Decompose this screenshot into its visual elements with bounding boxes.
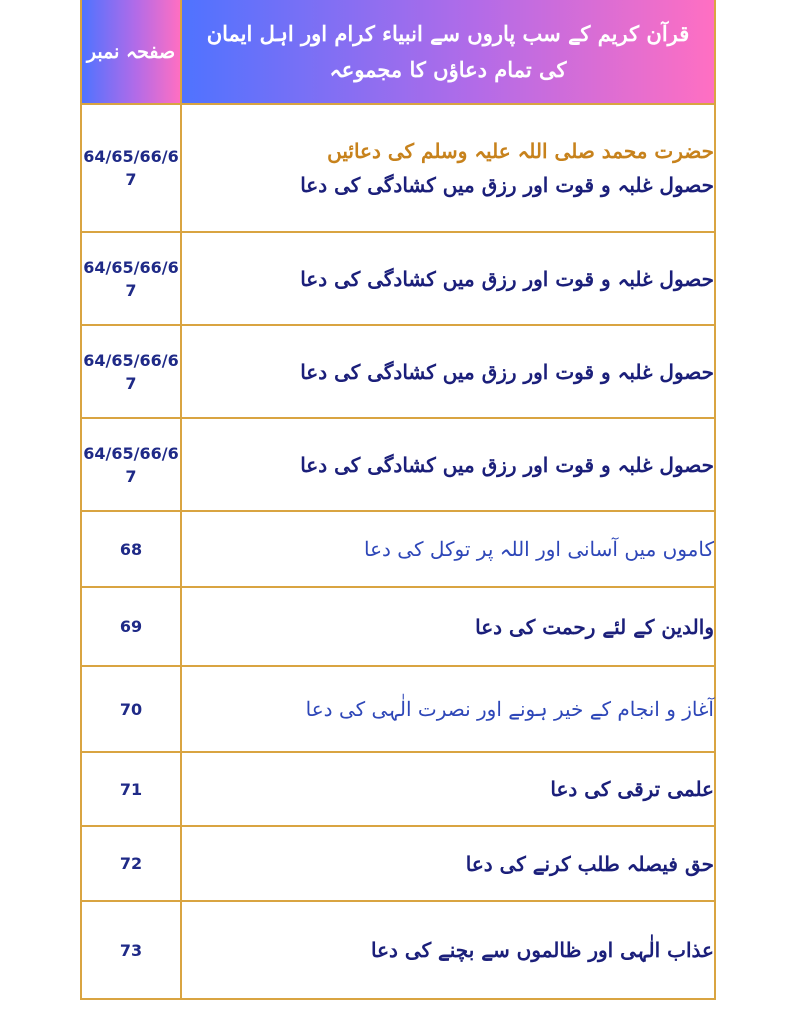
page-number: 64/65/66/67 (83, 350, 179, 393)
title-cell (181, 232, 715, 325)
entry-title: علمی ترقی کی دعا (550, 777, 714, 801)
entry-title: حصول غلبہ و قوت اور رزق میں کشادگی کی دعا (300, 173, 714, 197)
page-number: 70 (119, 699, 143, 719)
page-number-header-label: صفحہ نمبر (86, 40, 176, 63)
contents-table (80, 0, 716, 1000)
entry-title: آغاز و انجام کے خیر ہونے اور نصرت الٰہی کی دعا (305, 697, 714, 721)
page-number-cell (81, 511, 181, 587)
table-row (81, 511, 715, 587)
entry-title: عذاب الٰہی اور ظالموں سے بچنے کی دعا (371, 938, 714, 962)
entry-title: کاموں میں آسانی اور اللہ پر توکل کی دعا (364, 537, 714, 561)
entry-title: حق فیصلہ طلب کرنے کی دعا (465, 851, 714, 876)
table-row (81, 587, 715, 666)
page-number-cell (81, 104, 181, 232)
page-number-cell (81, 752, 181, 826)
title-cell (181, 666, 715, 752)
title-cell (181, 418, 715, 511)
page-number: 68 (119, 539, 143, 559)
table-row (81, 666, 715, 752)
table-row (81, 901, 715, 999)
table-row (81, 325, 715, 418)
page-number: 72 (119, 854, 143, 873)
page-number: 71 (119, 779, 143, 799)
title-cell (181, 752, 715, 826)
table-row (81, 104, 715, 232)
page-number-cell (81, 666, 181, 752)
entry-title: والدین کے لئے رحمت کی دعا (475, 614, 714, 639)
page-number: 64/65/66/67 (83, 443, 179, 486)
title-cell (181, 325, 715, 418)
page-number: 73 (119, 940, 143, 960)
table-row (81, 826, 715, 901)
title-cell (181, 826, 715, 901)
table-row (81, 418, 715, 511)
table-row (81, 752, 715, 826)
title-cell (181, 901, 715, 999)
page-number-cell (81, 232, 181, 325)
page-number-cell (81, 826, 181, 901)
page-number-header (81, 0, 181, 104)
title-cell (181, 104, 715, 232)
page-number: 64/65/66/67 (83, 257, 179, 300)
page-number: 64/65/66/67 (83, 147, 179, 189)
table-row (81, 232, 715, 325)
page-number-cell (81, 901, 181, 999)
title-header-label: قرآن کریم کے سب پاروں سے انبیاء کرام اور اہل ایمان کی تمام دعاؤں کا مجموعہ (206, 20, 690, 82)
title-cell (181, 587, 715, 666)
section-heading: حضرت محمد صلی اللہ علیہ وسلم کی دعائیں (327, 139, 714, 163)
entry-title: حصول غلبہ و قوت اور رزق میں کشادگی کی دعا (300, 266, 714, 291)
page-number-cell (81, 325, 181, 418)
page-number: 69 (119, 617, 143, 636)
entry-title: حصول غلبہ و قوت اور رزق میں کشادگی کی دعا (300, 359, 714, 384)
title-cell (181, 511, 715, 587)
header-row (81, 0, 715, 104)
page-number-cell (81, 587, 181, 666)
title-header (181, 0, 715, 104)
page-number-cell (81, 418, 181, 511)
entry-title: حصول غلبہ و قوت اور رزق میں کشادگی کی دعا (300, 452, 714, 477)
